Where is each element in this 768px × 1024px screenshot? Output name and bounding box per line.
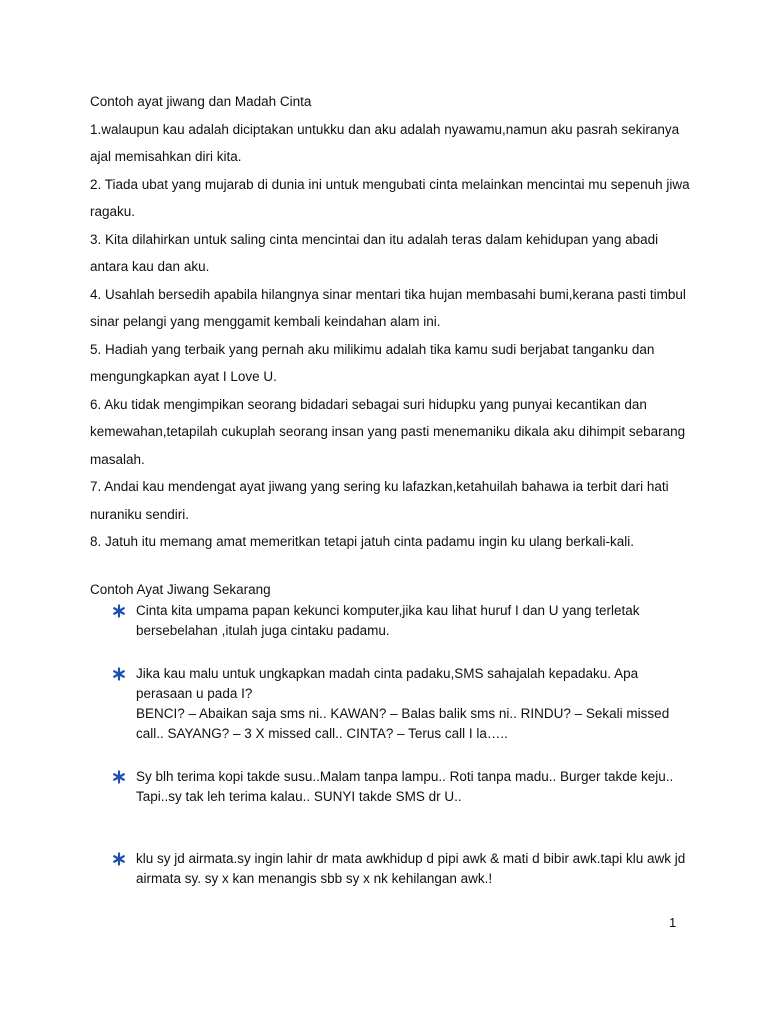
asterisk-icon (112, 770, 126, 784)
paragraph-item-2: 2. Tiada ubat yang mujarab di dunia ini untuk mengubati cinta melainkan mencintai mu sepenuh jiwa ragaku. (90, 176, 690, 219)
list-item (90, 767, 690, 807)
paragraph-item-5: 5. Hadiah yang terbaik yang pernah aku milikimu adalah tika kamu sudi berjabat tanganku dan mengungkapkan ayat I Love U. (90, 341, 655, 384)
bullet-text: Cinta kita umpama papan kekunci komputer,jika kau lihat huruf I dan U yang terletak bersebelahan ,itulah juga cintaku padamu. (136, 602, 640, 638)
document-content (90, 88, 690, 889)
bullet-list (90, 601, 690, 889)
paragraph-item-1: 1.walaupun kau adalah diciptakan untukku dan aku adalah nyawamu,namun aku pasrah sekiranya ajal memisahkan diri kita. (90, 121, 680, 164)
section-ayat-jiwang-sekarang (90, 580, 690, 889)
paragraph-item-7: 7. Andai kau mendengat ayat jiwang yang sering ku lafazkan,ketahuilah bahawa ia terbit dari hati nuraniku sendiri. (90, 479, 669, 522)
paragraph-item-8: 8. Jatuh itu memang amat memeritkan tetapi jatuh cinta padamu ingin ku ulang berkali-kali. (90, 534, 635, 549)
paragraph-item-4: 4. Usahlah bersedih apabila hilangnya sinar mentari tika hujan membasahi bumi,kerana pasti timbul sinar pelangi yang menggamit kembali keindahan alam ini. (90, 286, 686, 329)
bullet-text: Jika kau malu untuk ungkapkan madah cinta padaku,SMS sahajalah kepadaku. Apa perasaan u pada I? (136, 665, 639, 701)
paragraph-item-3: 3. Kita dilahirkan untuk saling cinta mencintai dan itu adalah teras dalam kehidupan yang abadi antara kau dan aku. (90, 231, 659, 274)
list-item (90, 849, 690, 889)
section-title-ayat-jiwang: Contoh Ayat Jiwang Sekarang (90, 581, 271, 597)
bullet-text: klu sy jd airmata.sy ingin lahir dr mata awkhidup d pipi awk & mati d bibir awk.tapi klu awk jd airmata sy. sy x kan menangis sbb sy x nk kehilangan awk.! (136, 850, 686, 886)
bullet-text-continued: BENCI? – Abaikan saja sms ni.. KAWAN? – Balas balik sms ni.. RINDU? – Sekali missed call.. SAYANG? – 3 X missed call.. CINTA? – Terus call I la….. (136, 705, 670, 741)
section-title-madah-cinta: Contoh ayat jiwang dan Madah Cinta (90, 94, 312, 109)
paragraph-item-6: 6. Aku tidak mengimpikan seorang bidadari sebagai suri hidupku yang punyai kecantikan dan kemewahan,tetapilah cukuplah seorang insan yang pasti menemaniku dikala aku dihimpit sebarang masalah. (90, 396, 686, 467)
asterisk-icon (112, 604, 126, 618)
page-number: 1 (669, 915, 677, 930)
asterisk-icon (112, 667, 126, 681)
list-item (90, 601, 690, 641)
bullet-text: Sy blh terima kopi takde susu..Malam tanpa lampu.. Roti tanpa madu.. Burger takde keju.. Tapi..sy tak leh terima kalau.. SUNYI takde SMS dr U.. (136, 768, 674, 804)
asterisk-icon (112, 852, 126, 866)
list-item (90, 664, 690, 744)
